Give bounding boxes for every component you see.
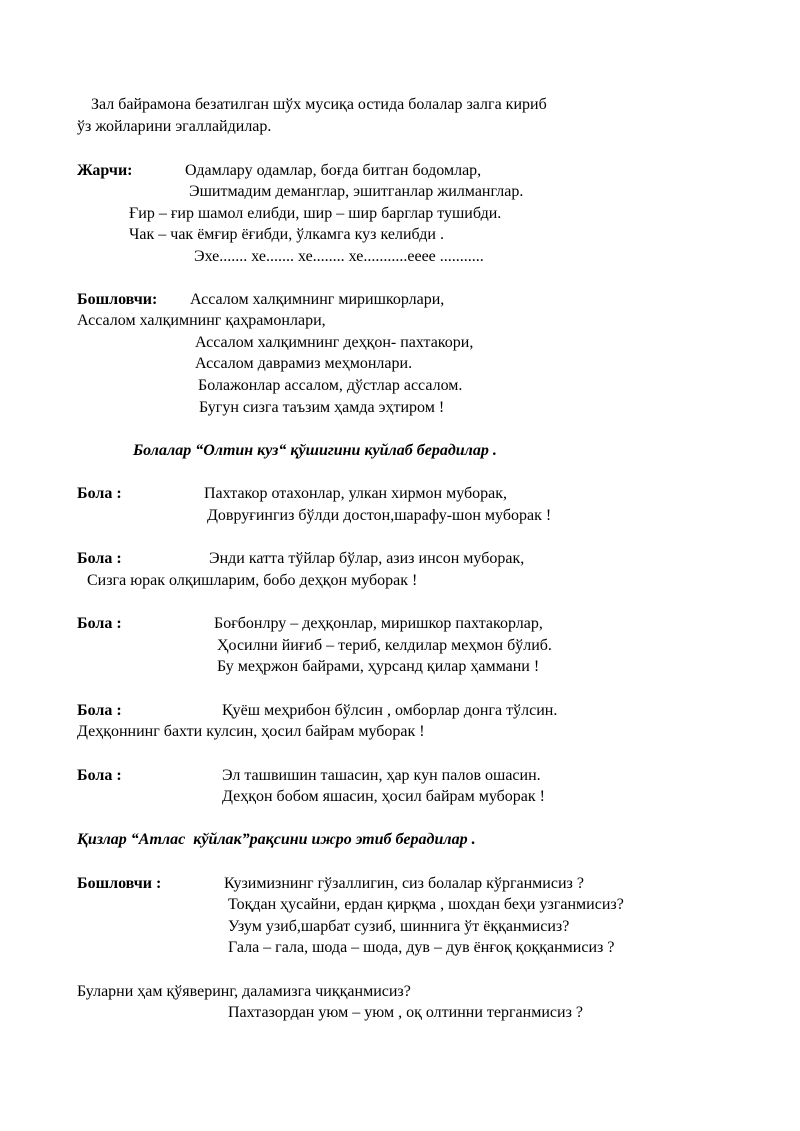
stage-direction-dance: Қизлар “Атлас кўйлак”рақсини ижро этиб берадилар . — [77, 831, 476, 848]
bola3-line-3: Бу меҳржон байрами, ҳурсанд қилар ҳаммани ! — [217, 658, 540, 675]
speaker-boshlovchi-1: Бошловчи: — [77, 291, 158, 308]
jarchi-line-3: Ғир – ғир шамол елибди, шир – шир барглар тушибди. — [129, 205, 502, 222]
speaker-bola-1: Бола : — [77, 485, 122, 502]
boshlovchi1-line-6: Бугун сизга таъзим ҳамда эҳтиром ! — [199, 399, 445, 416]
boshlovchi2-line-2: Тоқдан ҳусайни, ердан қирқма , шохдан беҳи узганмисиз? — [228, 896, 624, 913]
speaker-bola-3: Бола : — [77, 615, 122, 632]
ending-line-1: Буларни ҳам қўяверинг, даламизга чиққанмисиз? — [77, 983, 411, 1000]
jarchi-line-4: Чак – чак ёмғир ёғибди, ўлкамга куз келибди . — [129, 226, 444, 243]
bola3-line-2: Ҳосилни йиғиб – териб, келдилар меҳмон бўлиб. — [217, 637, 552, 654]
speaker-boshlovchi-2: Бошловчи : — [77, 875, 162, 892]
boshlovchi2-line-4: Гала – гала, шода – шода, дув – дув ёнғоқ қоққанмисиз ? — [228, 939, 615, 956]
bola4-line-2: Деҳқоннинг бахти кулсин, ҳосил байрам муборак ! — [77, 723, 425, 740]
jarchi-line-1: Одамлару одамлар, боғда битган бодомлар, — [185, 162, 482, 179]
boshlovchi1-line-1: Ассалом халқимнинг миришкорлари, — [190, 291, 445, 308]
bola1-line-1: Пахтакор отахонлар, улкан хирмон муборак, — [204, 485, 508, 502]
speaker-bola-5: Бола : — [77, 767, 122, 784]
bola3-line-1: Боғбонлру – деҳқонлар, миришкор пахтакорлар, — [214, 615, 543, 632]
speaker-bola-2: Бола : — [77, 550, 122, 567]
boshlovchi2-line-1: Кузимизнинг гўзаллигин, сиз болалар кўрганмисиз ? — [224, 875, 584, 892]
boshlovchi1-line-4: Ассалом даврамиз меҳмонлари. — [195, 355, 413, 372]
stage-direction-song: Болалар “Олтин куз“ қўшигини куйлаб берадилар . — [133, 442, 497, 459]
boshlovchi2-line-3: Узум узиб,шарбат сузиб, шиннига ўт ёққанмисиз? — [228, 918, 570, 935]
bola2-line-1: Энди катта тўйлар бўлар, азиз инсон муборак, — [209, 550, 525, 567]
boshlovchi1-line-2: Ассалом халқимнинг қаҳрамонлари, — [77, 312, 326, 329]
intro-line-2: ўз жойларини эгаллайдилар. — [77, 118, 272, 135]
bola2-line-2: Сизга юрак олқишларим, бобо деҳқон муборак ! — [87, 572, 418, 589]
speaker-bola-4: Бола : — [77, 702, 122, 719]
boshlovchi1-line-5: Болажонлар ассалом, дўстлар ассалом. — [198, 377, 463, 394]
bola5-line-1: Эл ташвишин ташасин, ҳар кун палов ошасин. — [222, 767, 541, 784]
bola5-line-2: Деҳқон бобом яшасин, ҳосил байрам муборак ! — [222, 788, 545, 805]
jarchi-line-2: Эшитмадим деманглар, эшитганлар жилманглар. — [189, 183, 524, 200]
jarchi-line-5: Эхе....... хе....... хе........ хе...........ееее ........... — [194, 248, 484, 265]
ending-line-2: Пахтазордан уюм – уюм , оқ олтинни терганмисиз ? — [228, 1004, 583, 1021]
speaker-jarchi: Жарчи: — [77, 162, 133, 179]
intro-line-1: Зал байрамона безатилган шўх мусиқа остида болалар залга кириб — [91, 96, 547, 113]
boshlovchi1-line-3: Ассалом халқимнинг деҳқон- пахтакори, — [195, 334, 474, 351]
bola4-line-1: Қуёш меҳрибон бўлсин , омборлар донга тўлсин. — [222, 702, 558, 719]
bola1-line-2: Довруғингиз бўлди достон,шарафу-шон муборак ! — [207, 507, 552, 524]
